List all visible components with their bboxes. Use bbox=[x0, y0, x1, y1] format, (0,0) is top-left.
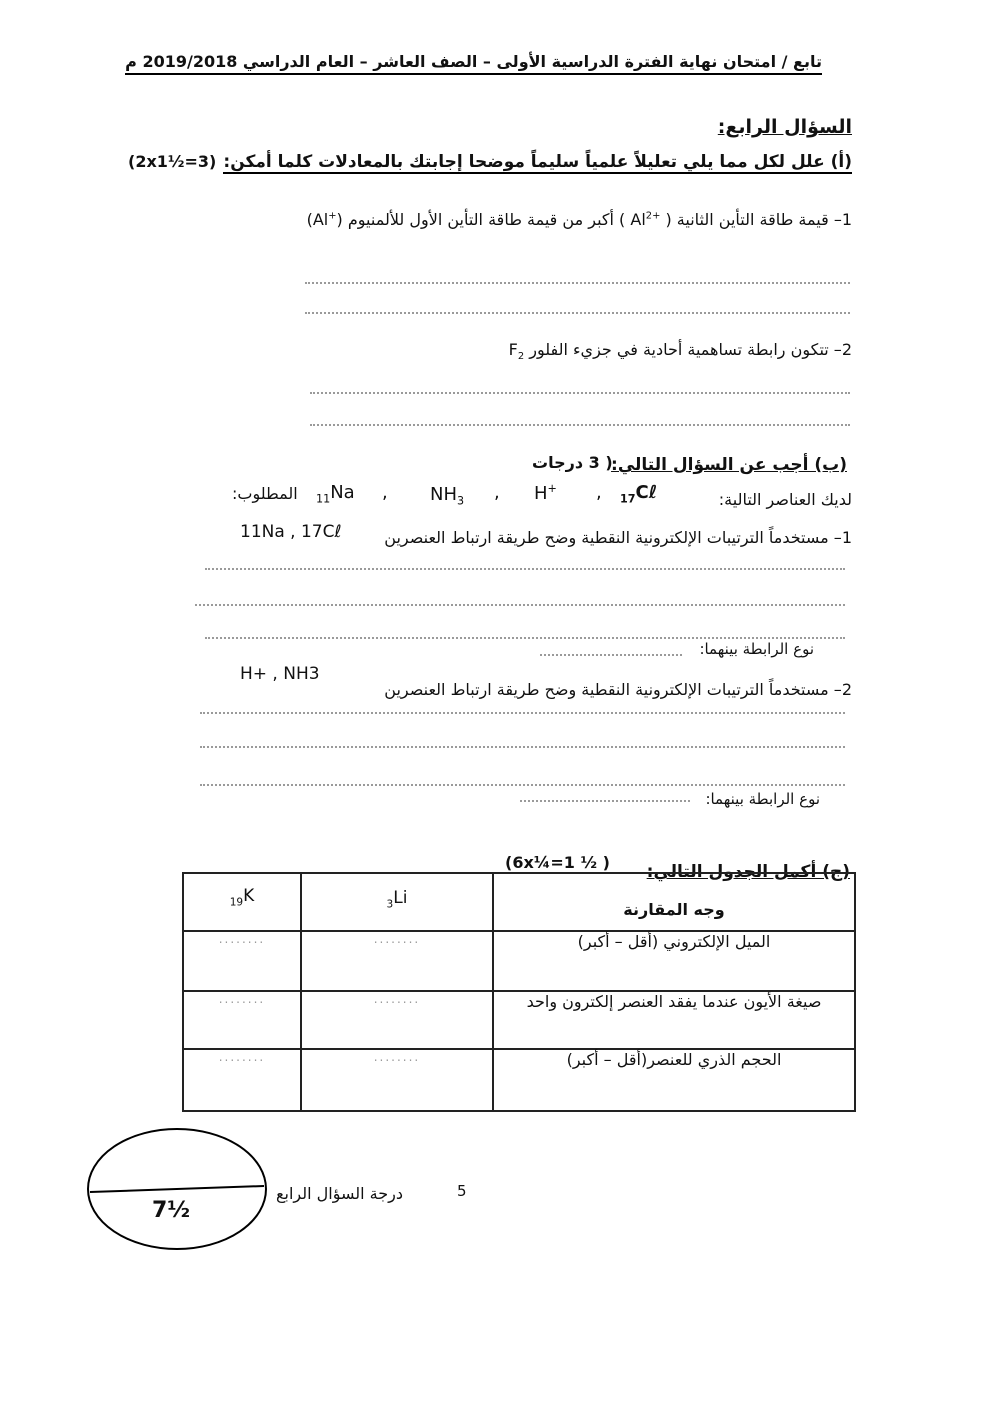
header-comparison: وجه المقارنة bbox=[493, 873, 855, 931]
part-c-label: (ج) أكمل الجدول التالي: bbox=[646, 862, 850, 882]
header-potassium: $_{19}$K bbox=[183, 873, 301, 931]
answer-line[interactable] bbox=[200, 746, 845, 748]
bond-type-label-2: نوع الرابطة بينهما: bbox=[705, 790, 820, 808]
formula-h-nh3: H+ , NH3 bbox=[240, 664, 320, 684]
question-4-heading: السؤال الرابع: bbox=[717, 116, 852, 138]
answer-line[interactable] bbox=[305, 282, 850, 284]
row-label: الميل الإلكتروني (أقل – أكبر) bbox=[493, 931, 855, 991]
answer-line[interactable] bbox=[205, 568, 845, 570]
cell-li-answer[interactable]: ........ bbox=[301, 991, 493, 1049]
molecule-nh3: $NH_3$ bbox=[430, 484, 465, 508]
header-lithium: $_3$Li bbox=[301, 873, 493, 931]
element-na: $_{11}$Na bbox=[316, 482, 355, 506]
score-ellipse bbox=[84, 1124, 270, 1254]
cell-k-answer[interactable]: ........ bbox=[183, 931, 301, 991]
element-cl: $_{17}$Cℓ bbox=[620, 482, 658, 506]
separator: , bbox=[596, 482, 602, 503]
item-2-text: 2– تتكون رابطة تساهمية أحادية في جزيء الفلور bbox=[524, 340, 852, 359]
cell-k-answer[interactable]: ........ bbox=[183, 1049, 301, 1111]
cell-k-answer[interactable]: ........ bbox=[183, 991, 301, 1049]
ion-al2: $Al^{2+}$ bbox=[630, 210, 661, 229]
score-value: 7½ bbox=[152, 1198, 191, 1223]
bond-type-answer-2[interactable] bbox=[520, 800, 690, 802]
given-required: المطلوب: bbox=[232, 484, 298, 503]
part-a-marks: (2x1½=3) bbox=[128, 152, 217, 171]
bond-type-label-1: نوع الرابطة بينهما: bbox=[699, 640, 814, 658]
exam-header-title: تابع / امتحان نهاية الفترة الدراسية الأولى – الصف العاشر – العام الدراسي 2019/2018 م bbox=[125, 52, 822, 75]
table-row bbox=[183, 931, 855, 991]
answer-line[interactable] bbox=[205, 637, 845, 639]
table-row bbox=[183, 1049, 855, 1111]
answer-line[interactable] bbox=[200, 784, 845, 786]
answer-line[interactable] bbox=[310, 424, 850, 426]
bond-type-answer-1[interactable] bbox=[540, 654, 682, 656]
part-b-marks: ( 3 درجات bbox=[532, 453, 613, 472]
part-c-marks: (6x¼=1 ½ ) bbox=[505, 853, 610, 872]
item-1-end: ) bbox=[306, 210, 313, 229]
formula-f2: $F_2$ bbox=[508, 340, 525, 363]
row-label: صيغة الأيون عندما يفقد العنصر إلكترون واحد bbox=[493, 991, 855, 1049]
part-b-label: (ب) أجب عن السؤال التالي: bbox=[611, 455, 847, 475]
row-label: الحجم الذري للعنصر(أقل – أكبر) bbox=[493, 1049, 855, 1111]
cell-li-answer[interactable]: ........ bbox=[301, 931, 493, 991]
table-row bbox=[183, 991, 855, 1049]
ion-h: H+ bbox=[534, 482, 557, 504]
item-1-mid: ) أكبر من قيمة طاقة التأين الأول للألمنيوم ( bbox=[336, 210, 631, 229]
score-label: درجة السؤال الرابع bbox=[276, 1184, 403, 1203]
comparison-table bbox=[182, 872, 856, 1112]
separator: , bbox=[494, 482, 500, 503]
answer-line[interactable] bbox=[310, 392, 850, 394]
part-b-item-1: 1– مستخدماً الترتيبات الإلكترونية النقطية وضح طريقة ارتباط العنصرين bbox=[384, 528, 852, 547]
part-a-item-1 bbox=[307, 210, 852, 229]
part-b-item-2: 2– مستخدماً الترتيبات الإلكترونية النقطية وضح طريقة ارتباط العنصرين bbox=[384, 680, 852, 699]
ion-al1: Al+ bbox=[312, 210, 337, 229]
page-number: 5 bbox=[457, 1182, 467, 1200]
part-a-label: (أ) علل لكل مما يلي تعليلاً علمياً سليماً موضحا إجابتك بالمعادلات كلما أمكن: bbox=[223, 152, 852, 172]
formula-na-cl: 11Na , 17Cℓ bbox=[240, 522, 342, 542]
part-a-item-2 bbox=[509, 340, 852, 362]
table-header-row bbox=[183, 873, 855, 931]
answer-line[interactable] bbox=[200, 712, 845, 714]
item-1-text: 1– قيمة طاقة التأين الثانية ( bbox=[660, 210, 852, 229]
cell-li-answer[interactable]: ........ bbox=[301, 1049, 493, 1111]
given-label: لديك العناصر التالية: bbox=[718, 490, 852, 509]
answer-line[interactable] bbox=[305, 312, 850, 314]
answer-line[interactable] bbox=[195, 604, 845, 606]
separator: , bbox=[382, 482, 388, 503]
